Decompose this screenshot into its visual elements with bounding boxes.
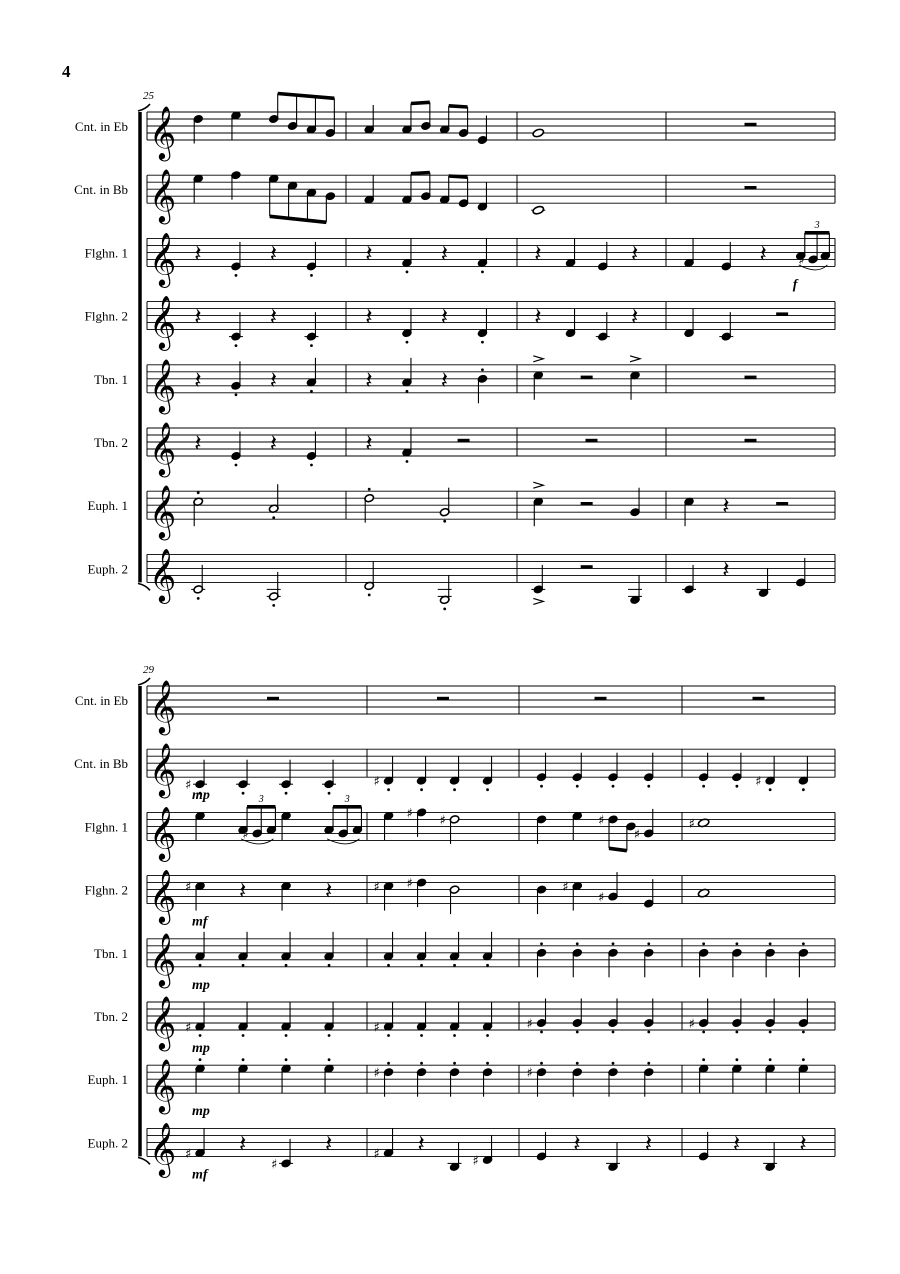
- quarter-rest: 𝄽: [440, 365, 449, 394]
- staccato-dot: [242, 964, 245, 967]
- system-25: [74, 90, 835, 610]
- staccato-dot: [310, 344, 313, 347]
- staccato-dot: [769, 942, 772, 945]
- staccato-dot: [540, 785, 543, 788]
- sharp-sign: ♯: [472, 1153, 479, 1169]
- measure: [586, 439, 598, 443]
- quarter-rest: 𝄽: [269, 365, 278, 394]
- measure: [364, 173, 488, 212]
- staccato-dot: [235, 464, 238, 467]
- quarter-rest: 𝄽: [194, 429, 202, 457]
- treble-clef-icon: 𝄞: [149, 1058, 177, 1113]
- half-rest: [745, 123, 757, 127]
- staccato-dot: [443, 520, 446, 523]
- treble-clef-icon: 𝄞: [149, 168, 177, 223]
- quarter-rest: 𝄽: [194, 365, 202, 394]
- staccato-dot: [612, 1031, 615, 1034]
- staccato-dot: [540, 1062, 543, 1065]
- staff-flghn-2: [85, 295, 835, 351]
- measure: [595, 697, 607, 701]
- measure-number: 29: [143, 664, 154, 676]
- staff-flghn-2: [85, 869, 835, 930]
- measure: [684, 492, 788, 526]
- instrument-label: Tbn. 1: [94, 371, 128, 387]
- quarter-rest: 𝄽: [799, 1129, 807, 1158]
- staccato-dot: [420, 1034, 423, 1037]
- staccato-dot: [387, 1034, 390, 1037]
- measure: [531, 565, 642, 605]
- half-rest: [586, 439, 598, 443]
- staccato-dot: [242, 792, 245, 795]
- quarter-rest: 𝄽: [573, 1129, 581, 1158]
- staccato-dot: [735, 942, 738, 945]
- staccato-dot: [612, 785, 615, 788]
- staccato-dot: [769, 1031, 772, 1034]
- treble-clef-icon: 𝄞: [149, 679, 177, 733]
- measure: [753, 697, 765, 701]
- staccato-dot: [285, 964, 288, 967]
- measure: [267, 697, 279, 701]
- half-rest: [753, 697, 765, 701]
- half-rest: [745, 439, 757, 443]
- quarter-rest: 𝄽: [440, 302, 449, 331]
- sharp-sign: ♯: [373, 1066, 380, 1082]
- measure: [745, 439, 757, 443]
- measure: [374, 1128, 493, 1171]
- sharp-sign: ♯: [185, 1146, 192, 1162]
- treble-clef-icon: 𝄞: [149, 868, 177, 923]
- staccato-dot: [406, 390, 409, 393]
- sharp-sign: ♯: [185, 1020, 192, 1036]
- dynamic-marking: mp: [192, 1041, 210, 1056]
- staccato-dot: [481, 271, 484, 274]
- dynamic-marking: mp: [192, 788, 210, 804]
- half-rest: [581, 565, 593, 569]
- sharp-sign: ♯: [598, 890, 605, 906]
- sharp-sign: ♯: [373, 880, 380, 896]
- measure: [698, 1058, 808, 1093]
- measure: [364, 102, 488, 144]
- sharp-sign: ♯: [633, 827, 641, 843]
- staccato-dot: [387, 1062, 390, 1065]
- quarter-rest: 𝄽: [759, 239, 767, 268]
- quarter-rest: 𝄽: [325, 876, 333, 905]
- staccato-dot: [328, 964, 331, 967]
- quarter-rest: 𝄽: [534, 302, 542, 331]
- staccato-dot: [199, 1058, 202, 1061]
- sharp-sign: ♯: [271, 1157, 278, 1173]
- staccato-dot: [285, 792, 288, 795]
- tuplet-number: 3: [344, 793, 350, 805]
- instrument-label: Euph. 2: [87, 561, 128, 577]
- staccato-dot: [647, 785, 650, 788]
- staccato-dot: [285, 1058, 288, 1061]
- staccato-dot: [735, 1058, 738, 1061]
- staccato-dot: [199, 1034, 202, 1037]
- sharp-sign: ♯: [688, 1017, 695, 1032]
- sharp-sign: ♯: [373, 1146, 380, 1162]
- instrument-label: Flghn. 1: [84, 245, 128, 261]
- measure: [684, 309, 788, 342]
- staccato-dot: [235, 393, 238, 396]
- measure: [532, 128, 544, 138]
- staccato-dot: [197, 597, 200, 600]
- measure: [185, 1002, 334, 1056]
- sharp-sign: ♯: [688, 816, 695, 832]
- quarter-rest: 𝄽: [417, 1129, 425, 1158]
- staff-flghn-1: [85, 220, 835, 293]
- quarter-rest: 𝄽: [365, 365, 373, 394]
- quarter-rest: 𝄽: [365, 239, 373, 268]
- staccato-dot: [540, 1031, 543, 1034]
- treble-clef-icon: 𝄞: [149, 995, 177, 1049]
- treble-clef-icon: 𝄞: [149, 805, 177, 860]
- quarter-rest: 𝄽: [631, 302, 639, 331]
- dynamic-marking: f: [792, 277, 798, 293]
- quarter-rest: 𝄽: [239, 1129, 247, 1158]
- staccato-dot: [242, 1034, 245, 1037]
- dynamic-marking: mf: [192, 1167, 208, 1183]
- quarter-rest: 𝄽: [325, 1129, 333, 1158]
- staccato-dot: [486, 964, 489, 967]
- quarter-rest: 𝄽: [239, 876, 247, 905]
- staccato-dot: [735, 1031, 738, 1034]
- staccato-dot: [540, 942, 543, 945]
- staccato-dot: [453, 788, 456, 791]
- treble-clef-icon: 𝄞: [149, 742, 177, 797]
- measure: [383, 932, 493, 967]
- staccato-dot: [197, 491, 200, 494]
- staccato-dot: [702, 942, 705, 945]
- measure: [374, 1002, 493, 1037]
- dynamic-marking: mp: [192, 1104, 210, 1120]
- staccato-dot: [453, 964, 456, 967]
- quarter-rest: 𝄽: [631, 239, 639, 268]
- sharp-sign: ♯: [406, 876, 413, 892]
- sharp-sign: ♯: [755, 774, 762, 790]
- measure: [437, 697, 449, 701]
- instrument-label: Tbn. 1: [94, 945, 128, 961]
- staccato-dot: [310, 464, 313, 467]
- measure: [745, 376, 757, 380]
- quarter-rest: 𝄽: [644, 1129, 653, 1158]
- staccato-dot: [802, 788, 805, 791]
- measure: [192, 932, 334, 993]
- treble-clef-icon: 𝄞: [149, 105, 177, 159]
- beam: [278, 94, 335, 99]
- score-systems: [74, 90, 835, 1182]
- staff-cnt-bb: [74, 168, 835, 224]
- measure: [536, 872, 654, 914]
- half-rest: [458, 439, 470, 443]
- staff-euph-2: [88, 1121, 835, 1182]
- staccato-dot: [443, 608, 446, 611]
- staccato-dot: [702, 785, 705, 788]
- staccato-dot: [235, 344, 238, 347]
- instrument-label: Euph. 1: [87, 498, 128, 514]
- tuplet-slur: [327, 839, 359, 844]
- half-rest: [776, 502, 788, 506]
- instrument-label: Cnt. in Eb: [74, 693, 128, 708]
- staccato-dot: [769, 788, 772, 791]
- sharp-sign: ♯: [373, 1020, 380, 1036]
- staccato-dot: [647, 942, 650, 945]
- staccato-dot: [576, 785, 579, 788]
- staccato-dot: [481, 341, 484, 344]
- staccato-dot: [420, 788, 423, 791]
- staff-cnt-eb: [75, 94, 835, 162]
- treble-clef-icon: 𝄞: [149, 231, 177, 286]
- treble-clef-icon: 𝄞: [149, 547, 177, 602]
- sharp-sign: ♯: [185, 880, 192, 896]
- staccato-dot: [199, 964, 202, 967]
- tuplet-number: 3: [814, 219, 820, 231]
- measure: [194, 303, 318, 347]
- staccato-dot: [486, 1034, 489, 1037]
- staccato-dot: [310, 274, 313, 277]
- instrument-label: Cnt. in Eb: [74, 119, 128, 134]
- instrument-label: Euph. 1: [87, 1072, 128, 1088]
- sharp-sign: ♯: [373, 774, 380, 790]
- staccato-dot: [802, 1031, 805, 1034]
- accent-mark: [630, 356, 640, 362]
- treble-clef-icon: 𝄞: [149, 357, 177, 412]
- measure: [194, 358, 317, 396]
- staccato-dot: [735, 785, 738, 788]
- staccato-dot: [368, 488, 371, 491]
- quarter-rest: 𝄽: [732, 1129, 741, 1158]
- page-number: 4: [62, 62, 71, 81]
- staccato-dot: [576, 1031, 579, 1034]
- measure: [684, 220, 831, 293]
- half-rest: [776, 312, 788, 316]
- staccato-dot: [486, 788, 489, 791]
- quarter-rest: 𝄽: [365, 429, 373, 457]
- quarter-rest: 𝄽: [534, 239, 542, 268]
- half-rest: [437, 697, 449, 701]
- staccato-dot: [328, 1034, 331, 1037]
- treble-clef-icon: 𝄞: [149, 294, 177, 349]
- measure: [365, 238, 488, 273]
- measure: [745, 186, 757, 190]
- staccato-dot: [453, 1034, 456, 1037]
- dynamic-marking: mp: [192, 977, 210, 993]
- staccato-dot: [328, 792, 331, 795]
- staccato-dot: [702, 1031, 705, 1034]
- staccato-dot: [702, 1058, 705, 1061]
- instrument-label: Flghn. 2: [84, 308, 128, 324]
- sharp-sign: ♯: [798, 253, 805, 269]
- measure: [185, 877, 332, 930]
- instrument-label: Cnt. in Bb: [74, 182, 128, 198]
- staff-tbn-2: [94, 421, 835, 477]
- measure: [191, 565, 281, 607]
- staccato-dot: [481, 368, 484, 371]
- quarter-rest: 𝄽: [194, 239, 202, 268]
- staff-tbn-2: [94, 995, 835, 1056]
- half-rest: [581, 376, 593, 380]
- beam: [411, 173, 430, 174]
- sharp-sign: ♯: [598, 813, 605, 829]
- half-rest: [267, 697, 279, 701]
- staccato-dot: [272, 516, 275, 519]
- staccato-dot: [387, 964, 390, 967]
- quarter-rest: 𝄽: [269, 302, 278, 331]
- staccato-dot: [406, 271, 409, 274]
- staccato-dot: [453, 1062, 456, 1065]
- instrument-label: Flghn. 1: [84, 819, 128, 835]
- notehead: [532, 128, 544, 138]
- quarter-rest: 𝄽: [722, 492, 730, 521]
- treble-clef-icon: 𝄞: [149, 931, 177, 986]
- staccato-dot: [368, 594, 371, 597]
- notehead: [532, 205, 544, 215]
- staccato-dot: [769, 1058, 772, 1061]
- staccato-dot: [576, 1062, 579, 1065]
- measure: [195, 794, 363, 844]
- accent-mark: [533, 598, 543, 604]
- staccato-dot: [242, 1058, 245, 1061]
- staff-flghn-1: [85, 794, 835, 862]
- staccato-dot: [420, 964, 423, 967]
- measure: [698, 753, 808, 791]
- staccato-dot: [612, 1062, 615, 1065]
- staff-tbn-1: [94, 356, 835, 414]
- staccato-dot: [576, 942, 579, 945]
- measure: [185, 1128, 332, 1182]
- measure-number: 25: [143, 90, 154, 102]
- quarter-rest: 𝄽: [365, 302, 373, 331]
- staccato-dot: [328, 1058, 331, 1061]
- beam: [609, 848, 627, 850]
- half-rest: [745, 186, 757, 190]
- measure: [536, 809, 654, 851]
- treble-clef-icon: 𝄞: [149, 421, 177, 475]
- instrument-label: Flghn. 2: [84, 882, 128, 898]
- measure: [193, 94, 336, 144]
- staccato-dot: [802, 1058, 805, 1061]
- treble-clef-icon: 𝄞: [149, 1121, 177, 1176]
- staccato-dot: [406, 341, 409, 344]
- instrument-label: Tbn. 2: [94, 435, 128, 450]
- staccato-dot: [285, 1034, 288, 1037]
- dynamic-marking: mf: [192, 914, 208, 930]
- measure: [192, 1058, 334, 1119]
- instrument-label: Tbn. 2: [94, 1009, 128, 1024]
- staccato-dot: [647, 1062, 650, 1065]
- staccato-dot: [612, 942, 615, 945]
- beam: [270, 216, 327, 222]
- staccato-dot: [235, 274, 238, 277]
- sharp-sign: ♯: [406, 806, 413, 822]
- accent-mark: [533, 482, 543, 488]
- instrument-label: Cnt. in Bb: [74, 756, 128, 772]
- staff-euph-2: [88, 547, 835, 610]
- sharp-sign: ♯: [242, 827, 249, 843]
- beam: [449, 176, 468, 177]
- system-29: [74, 664, 835, 1182]
- staccato-dot: [272, 604, 275, 607]
- quarter-rest: 𝄽: [269, 429, 278, 457]
- quarter-rest: 𝄽: [440, 239, 449, 268]
- staff-euph-1: [88, 1058, 835, 1119]
- tuplet-number: 3: [258, 793, 264, 805]
- staff-tbn-1: [94, 932, 835, 993]
- measure: [365, 428, 469, 463]
- treble-clef-icon: 𝄞: [149, 484, 177, 539]
- half-rest: [745, 376, 757, 380]
- accent-mark: [533, 356, 543, 362]
- quarter-rest: 𝄽: [269, 239, 278, 268]
- quarter-rest: 𝄽: [722, 555, 730, 584]
- staccato-dot: [387, 788, 390, 791]
- sharp-sign: ♯: [526, 1017, 533, 1032]
- instrument-label: Euph. 2: [87, 1135, 128, 1151]
- staccato-dot: [406, 460, 409, 463]
- measure: [374, 756, 493, 791]
- sharp-sign: ♯: [185, 778, 192, 794]
- staff-cnt-eb: [75, 679, 835, 735]
- staccato-dot: [486, 1062, 489, 1065]
- measure: [745, 123, 757, 127]
- staccato-dot: [647, 1031, 650, 1034]
- sharp-sign: ♯: [526, 1066, 533, 1082]
- sharp-sign: ♯: [439, 813, 446, 829]
- quarter-rest: 𝄽: [194, 302, 202, 331]
- staccato-dot: [310, 390, 313, 393]
- beam: [411, 102, 430, 103]
- half-rest: [581, 502, 593, 506]
- staccato-dot: [420, 1062, 423, 1065]
- measure: [531, 205, 545, 215]
- staff-euph-1: [88, 482, 835, 540]
- staff-cnt-bb: [74, 742, 835, 803]
- staccato-dot: [802, 942, 805, 945]
- half-rest: [595, 697, 607, 701]
- sharp-sign: ♯: [562, 880, 569, 896]
- beam: [449, 106, 468, 107]
